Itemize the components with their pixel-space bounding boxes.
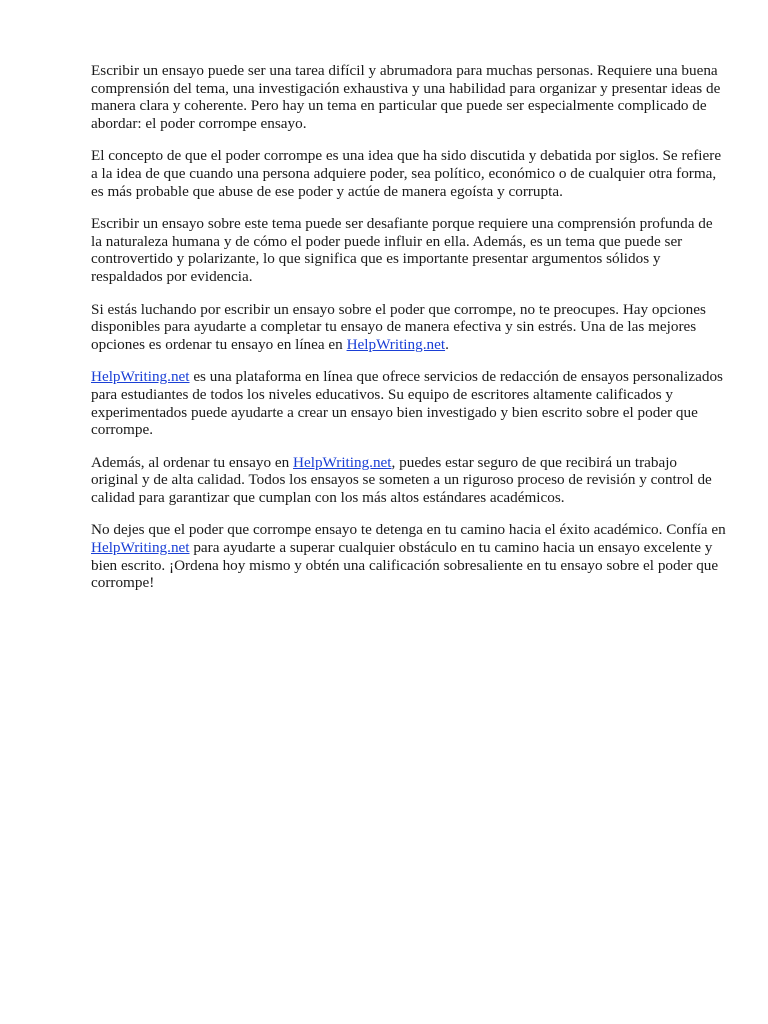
- paragraph-3-text: Escribir un ensayo sobre este tema puede ser desafiante porque requiere una comprensión profunda de la naturaleza humana y de cómo el poder puede influir en ella. Además, es un tema que puede ser controvertido y polarizante, lo que significa que es importante presentar argumentos sólidos y respaldados por evidencia.: [91, 215, 713, 285]
- paragraph-6-text-before: Además, al ordenar tu ensayo en: [91, 453, 294, 471]
- paragraph-5: [91, 368, 727, 438]
- paragraph-3: [91, 215, 727, 285]
- helpwriting-link-2[interactable]: HelpWriting.net: [91, 368, 190, 386]
- paragraph-7-text-before: No dejes que el poder que corrompe ensayo te detenga en tu camino hacia el éxito académico. Confía en: [91, 521, 726, 539]
- paragraph-1-text: Escribir un ensayo puede ser una tarea difícil y abrumadora para muchas personas. Requiere una buena comprensión del tema, una investigación exhaustiva y una habilidad para organizar y presentar ideas de manera clara y coherente. Pero hay un tema en particular que puede ser especialmente complicado de abordar: el poder corrompe ensayo.: [91, 62, 721, 132]
- helpwriting-link-4[interactable]: HelpWriting.net: [91, 539, 190, 557]
- helpwriting-link-1[interactable]: HelpWriting.net: [346, 335, 446, 353]
- paragraph-2-text: El concepto de que el poder corrompe es una idea que ha sido discutida y debatida por siglos. Se refiere a la idea de que cuando una persona adquiere poder, sea político, económico o de cualquier otra forma, es más probable que abuse de ese poder y actúe de manera egoísta y corrupta.: [91, 147, 722, 200]
- paragraph-5-text-after: es una plataforma en línea que ofrece servicios de redacción de ensayos personalizados para estudiantes de todos los niveles educativos. Su equipo de escritores altamente calificados y experimentados puede ayudarte a crear un ensayo bien investigado y bien escrito sobre el poder que corrompe.: [91, 368, 723, 439]
- paragraph-1: [91, 62, 727, 132]
- paragraph-7: [91, 521, 727, 591]
- paragraph-2: [91, 147, 727, 200]
- paragraph-4-text-before: Si estás luchando por escribir un ensayo sobre el poder que corrompe, no te preocupes. Hay opciones disponibles para ayudarte a completar tu ensayo de manera efectiva y sin estrés. Una de las mejores opciones es ordenar tu ensayo en línea en: [91, 300, 706, 353]
- document-body: [91, 62, 727, 607]
- paragraph-6: [91, 454, 727, 507]
- paragraph-4: [91, 301, 727, 354]
- paragraph-7-text-after: para ayudarte a superar cualquier obstáculo en tu camino hacia un ensayo excelente y bien escrito. ¡Ordena hoy mismo y obtén una calificación sobresaliente en tu ensayo sobre el poder que corrompe!: [91, 539, 719, 592]
- paragraph-4-text-after: .: [445, 335, 449, 353]
- helpwriting-link-3[interactable]: HelpWriting.net: [293, 453, 392, 471]
- paragraph-6-text-after: , puedes estar seguro de que recibirá un trabajo original y de alta calidad. Todos los ensayos se someten a un riguroso proceso de revisión y control de calidad para garantizar que cumplan con los más altos estándares académicos.: [91, 453, 712, 506]
